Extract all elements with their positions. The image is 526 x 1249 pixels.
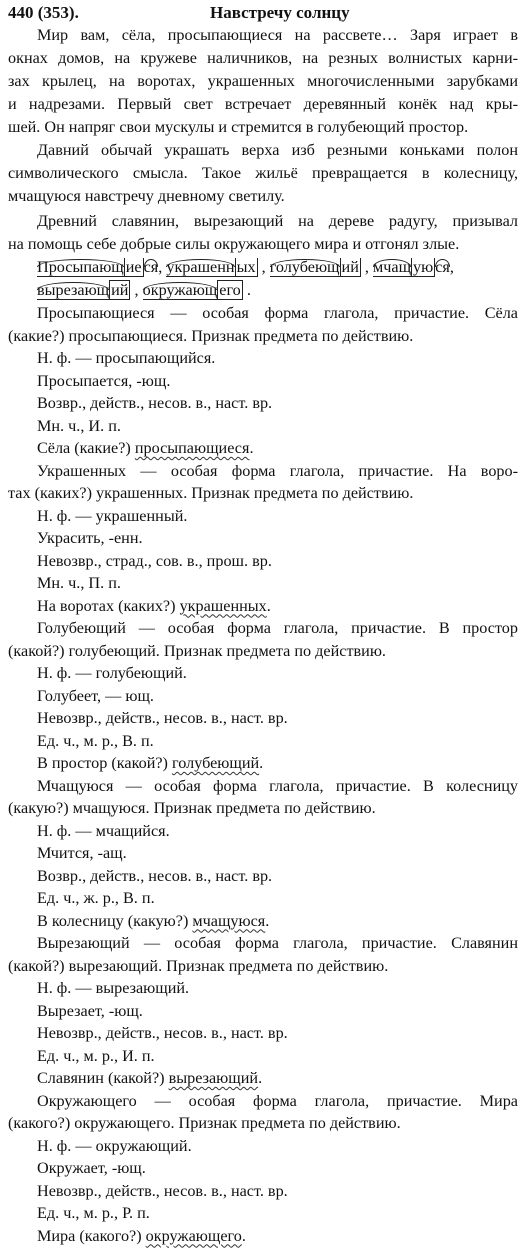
analysis-line: Голубеет, — ющ. <box>37 686 154 705</box>
morpheme-stem: украшенн <box>166 258 235 276</box>
exercise-title: Навстречу солнцу <box>210 3 350 22</box>
morpheme-suffix: ся <box>143 258 159 276</box>
analysis-line: Вырезает, -ющ. <box>37 1001 143 1020</box>
morpheme-suffix: ся <box>435 258 450 276</box>
analysis-line: Невозвр., действ., несов. в., наст. вр. <box>37 1181 288 1200</box>
morpheme-ending: ых <box>236 258 256 276</box>
morpheme-stem: мчащ <box>373 258 412 276</box>
morpheme-ending: ие <box>125 258 142 276</box>
morpheme-row: Просыпающ ие ся, украшенн ых , голубеющ ий , мчащ ую ся, <box>37 258 454 276</box>
analysis-line: (какой?) вырезающий. Признак предмета по действию. <box>8 956 389 975</box>
analysis-line: Н. ф. — голубеющий. <box>37 664 187 682</box>
morpheme-stem: Просыпающ <box>37 258 124 276</box>
participle-underlined: просыпающиеся <box>134 439 250 457</box>
analysis-line: Мчащуюся — особая форма глагола, причастие. В колесницу <box>37 776 518 795</box>
analysis-line: тах (каких?) украшенных. Признак предмета по действию. <box>8 484 414 502</box>
analysis-line: Просыпается, -ющ. <box>37 371 171 390</box>
analysis-line: Ед. ч., м. р., Р. п. <box>37 1204 150 1222</box>
analysis-line: В простор (какой?) голубеющий. <box>37 754 264 772</box>
analysis-line: Н. ф. — украшенный. <box>37 506 188 525</box>
analysis-line: Украсить, -енн. <box>37 529 143 547</box>
participle-underlined: вырезающий <box>168 1069 259 1087</box>
analysis-line: Ед. ч., ж. р., В. п. <box>37 889 155 907</box>
analysis-line: Украшенных — особая форма глагола, причастие. На воро- <box>37 461 518 480</box>
analysis-line: Голубеющий — особая форма глагола, причастие. В простор <box>37 619 518 637</box>
morpheme-ending: ую <box>413 258 434 276</box>
analysis-line: (какого?) окружающего. Признак предмета по действию. <box>8 1114 401 1132</box>
analysis-line: Мн. ч., И. п. <box>37 416 121 435</box>
morpheme-stem: голубеющ <box>269 258 340 276</box>
analysis-line: Мира (какого?) окружающего. <box>37 1226 246 1245</box>
participle-underlined: украшенных <box>179 596 267 615</box>
morpheme-stem: вырезающ <box>37 281 110 299</box>
analysis-line: Н. ф. — мчащийся. <box>37 821 170 840</box>
morpheme-ending: его <box>219 281 241 299</box>
analysis-line: Окружающего — особая форма глагола, причастие. Мира <box>37 1091 518 1110</box>
analysis-line: Возвр., действ., несов. в., наст. вр. <box>37 866 273 885</box>
analysis-line: Возвр., действ., несов. в., наст. вр. <box>37 394 273 412</box>
analysis-line: Вырезающий — особая форма глагола, причастие. Славянин <box>37 934 518 952</box>
analysis-line: Невозвр., действ., несов. в., наст. вр. <box>37 1024 288 1042</box>
text-line: мчащуюся навстречу дневному светилу. <box>8 187 285 205</box>
text-line: Древний славянин, вырезающий на дереве радугу, призывал <box>37 212 518 230</box>
exercise-header <box>8 1 518 25</box>
analysis-line: В колесницу (какую?) мчащуюся. <box>37 911 270 930</box>
text-line: Давний обычай украшать верха изб резными коньками полон <box>37 141 518 159</box>
analysis-line: Мн. ч., П. п. <box>37 574 121 592</box>
analysis-line: Окружает, -ющ. <box>37 1159 146 1177</box>
text-line: зах крылец, на воротах, украшенных многочисленными зарубками <box>8 72 518 90</box>
morpheme-stem: окружающ <box>142 281 218 299</box>
text-line: шей. Он напряг свои мускулы и стремится в голубеющий простор. <box>8 118 469 136</box>
participle-underlined: голубеющий <box>172 754 260 772</box>
analysis-line: (какой?) голубеющий. Признак предмета по действию. <box>8 641 386 660</box>
exercise-number: 440 (353). <box>8 3 79 22</box>
text-line: на помощь себе добрые силы окружающего мира и отгонял злые. <box>8 235 460 253</box>
participle-underlined: мчащуюся <box>192 911 266 930</box>
analysis-line: (какие?) просыпающиеся. Признак предмета по действию. <box>8 326 414 345</box>
analysis-line: (какую?) мчащуюся. Признак предмета по действию. <box>8 799 376 817</box>
analysis-line: Невозвр., действ., несов. в., наст. вр. <box>37 709 288 727</box>
morpheme-ending: ий <box>111 281 129 299</box>
analysis-line: Сёла (какие?) просыпающиеся. <box>37 439 254 457</box>
participle-underlined: окружающего <box>145 1226 242 1245</box>
analysis-line: Невозвр., страд., сов. в., прош. вр. <box>37 551 272 570</box>
analysis-line: Ед. ч., м. р., И. п. <box>37 1046 155 1065</box>
analysis-line: Н. ф. — просыпающийся. <box>37 349 216 367</box>
analysis-line: На воротах (каких?) украшенных. <box>37 596 271 615</box>
text-line: окнах домов, на кружеве наличников, на резных волнистых карни- <box>8 49 518 67</box>
analysis-line: Мчится, -ащ. <box>37 844 127 862</box>
text-line: символического смысла. Такое жильё превращается в колесницу, <box>8 164 518 182</box>
morpheme-row: вырезающ ий , окружающ его . <box>37 281 251 299</box>
analysis-line: Просыпающиеся — особая форма глагола, причастие. Сёла <box>37 304 518 322</box>
analysis-line: Ед. ч., м. р., В. п. <box>37 731 154 750</box>
analysis-line: Славянин (какой?) вырезающий. <box>37 1069 263 1087</box>
analysis-line: Н. ф. — окружающий. <box>37 1136 192 1155</box>
analysis-line: Н. ф. — вырезающий. <box>37 979 190 997</box>
text-line: Мир вам, сёла, просыпающиеся на рассвете… Заря играет в <box>37 26 518 44</box>
text-line: и надрезами. Первый свет встречает деревянный конёк над кры- <box>8 95 518 113</box>
morpheme-ending: ий <box>341 258 359 276</box>
